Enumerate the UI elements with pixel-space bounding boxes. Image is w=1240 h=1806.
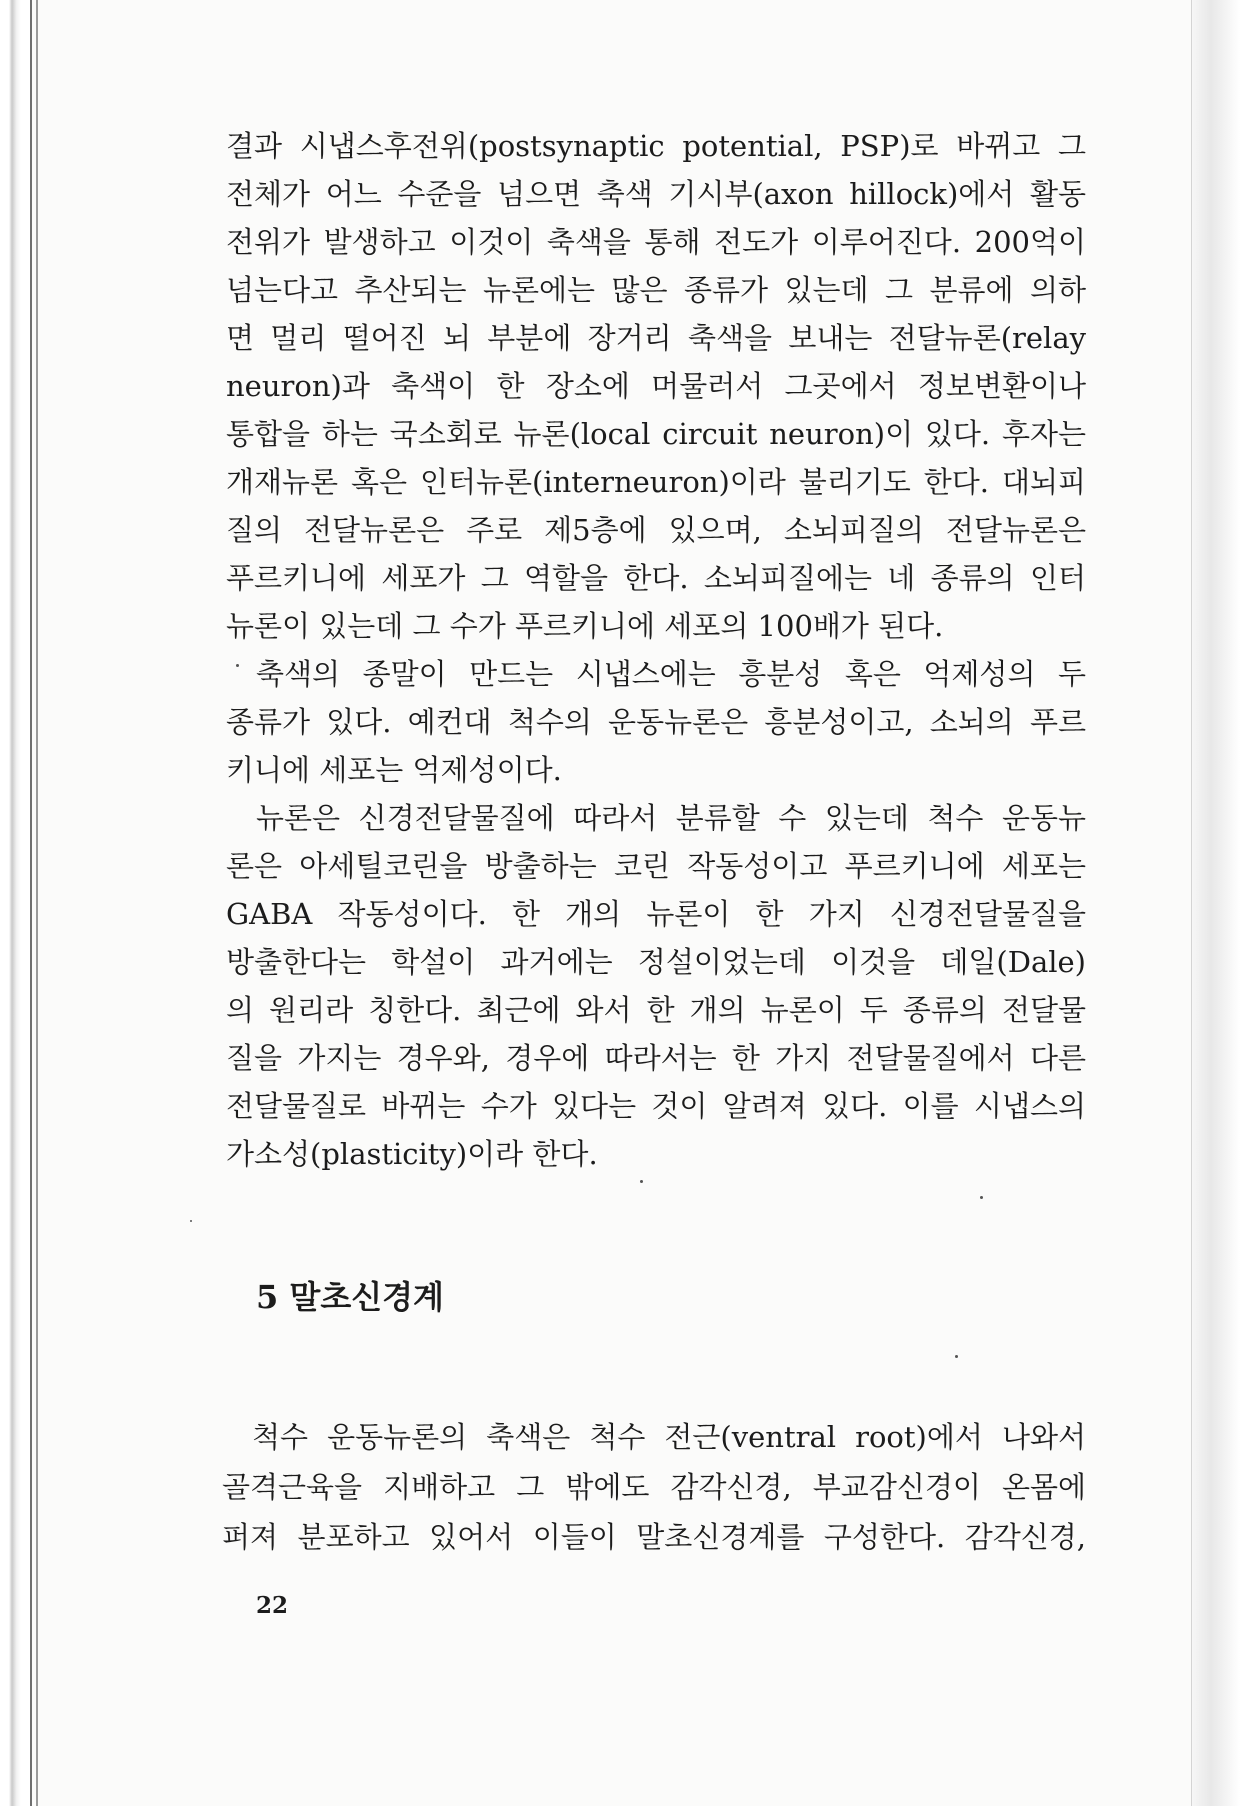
scan-speck (980, 1196, 983, 1199)
scan-speck (190, 1220, 192, 1222)
text-line: 론은 아세틸코린을 방출하는 코린 작동성이고 푸르키니에 세포는 (226, 849, 1086, 883)
text-line: 가소성(plasticity)이라 한다. (226, 1137, 598, 1171)
scan-speck (640, 1180, 643, 1183)
section-text (222, 1412, 1086, 1562)
text-line: 뉴론은 신경전달물질에 따라서 분류할 수 있는데 척수 운동뉴 (256, 801, 1086, 835)
text-line: 종류가 있다. 예컨대 척수의 운동뉴론은 흥분성이고, 소뇌의 푸르 (226, 705, 1086, 739)
text-line: 결과 시냅스후전위(postsynaptic potential, PSP)로 바뀌고 그 (226, 129, 1086, 163)
text-line: 의 원리라 칭한다. 최근에 와서 한 개의 뉴론이 두 종류의 전달물 (226, 993, 1086, 1027)
text-line: 방출한다는 학설이 과거에는 정설이었는데 이것을 데일(Dale) (226, 945, 1086, 979)
text-line: 축색의 종말이 만드는 시냅스에는 흥분성 혹은 억제성의 두 (256, 657, 1086, 691)
text-line: GABA 작동성이다. 한 개의 뉴론이 한 가지 신경전달물질을 (226, 897, 1086, 931)
text-line: 골격근육을 지배하고 그 밖에도 감각신경, 부교감신경이 온몸에 (222, 1470, 1086, 1504)
text-line: 전위가 발생하고 이것이 축색을 통해 전도가 이루어진다. 200억이 (226, 225, 1086, 259)
text-line: 전달물질로 바뀌는 수가 있다는 것이 알려져 있다. 이를 시냅스의 (226, 1089, 1086, 1123)
text-line: 통합을 하는 국소회로 뉴론(local circuit neuron)이 있다. 후자는 (226, 417, 1086, 451)
text-line: neuron)과 축색이 한 장소에 머물러서 그곳에서 정보변환이나 (226, 369, 1086, 403)
text-line: 질을 가지는 경우와, 경우에 따라서는 한 가지 전달물질에서 다른 (226, 1041, 1086, 1075)
page-left-edge (0, 0, 32, 1806)
text-line: 키니에 세포는 억제성이다. (226, 753, 562, 787)
text-line: 개재뉴론 혹은 인터뉴론(interneuron)이라 불리기도 한다. 대뇌피 (226, 465, 1086, 499)
text-line: 푸르키니에 세포가 그 역할을 한다. 소뇌피질에는 네 종류의 인터 (226, 561, 1086, 595)
text-line: 질의 전달뉴론은 주로 제5층에 있으며, 소뇌피질의 전달뉴론은 (226, 513, 1086, 547)
page-number: 22 (256, 1592, 289, 1619)
text-line: 퍼져 분포하고 있어서 이들이 말초신경계를 구성한다. 감각신경, (222, 1520, 1086, 1554)
scan-speck (955, 1355, 958, 1358)
text-line: 전체가 어느 수준을 넘으면 축색 기시부(axon hillock)에서 활동 (226, 177, 1086, 211)
section-heading: 5 말초신경계 (256, 1278, 444, 1316)
text-line: 척수 운동뉴론의 축색은 척수 전근(ventral root)에서 나와서 (252, 1420, 1086, 1454)
text-line: 뉴론이 있는데 그 수가 푸르키니에 세포의 100배가 된다. (226, 609, 944, 643)
text-line: 넘는다고 추산되는 뉴론에는 많은 종류가 있는데 그 분류에 의하 (226, 273, 1086, 307)
body-text (226, 122, 1086, 1178)
page-binding-line (36, 0, 38, 1806)
text-line: 면 멀리 떨어진 뇌 부분에 장거리 축색을 보내는 전달뉴론(relay (226, 321, 1086, 355)
scan-speck (236, 664, 239, 667)
page-right-edge (1191, 0, 1240, 1806)
